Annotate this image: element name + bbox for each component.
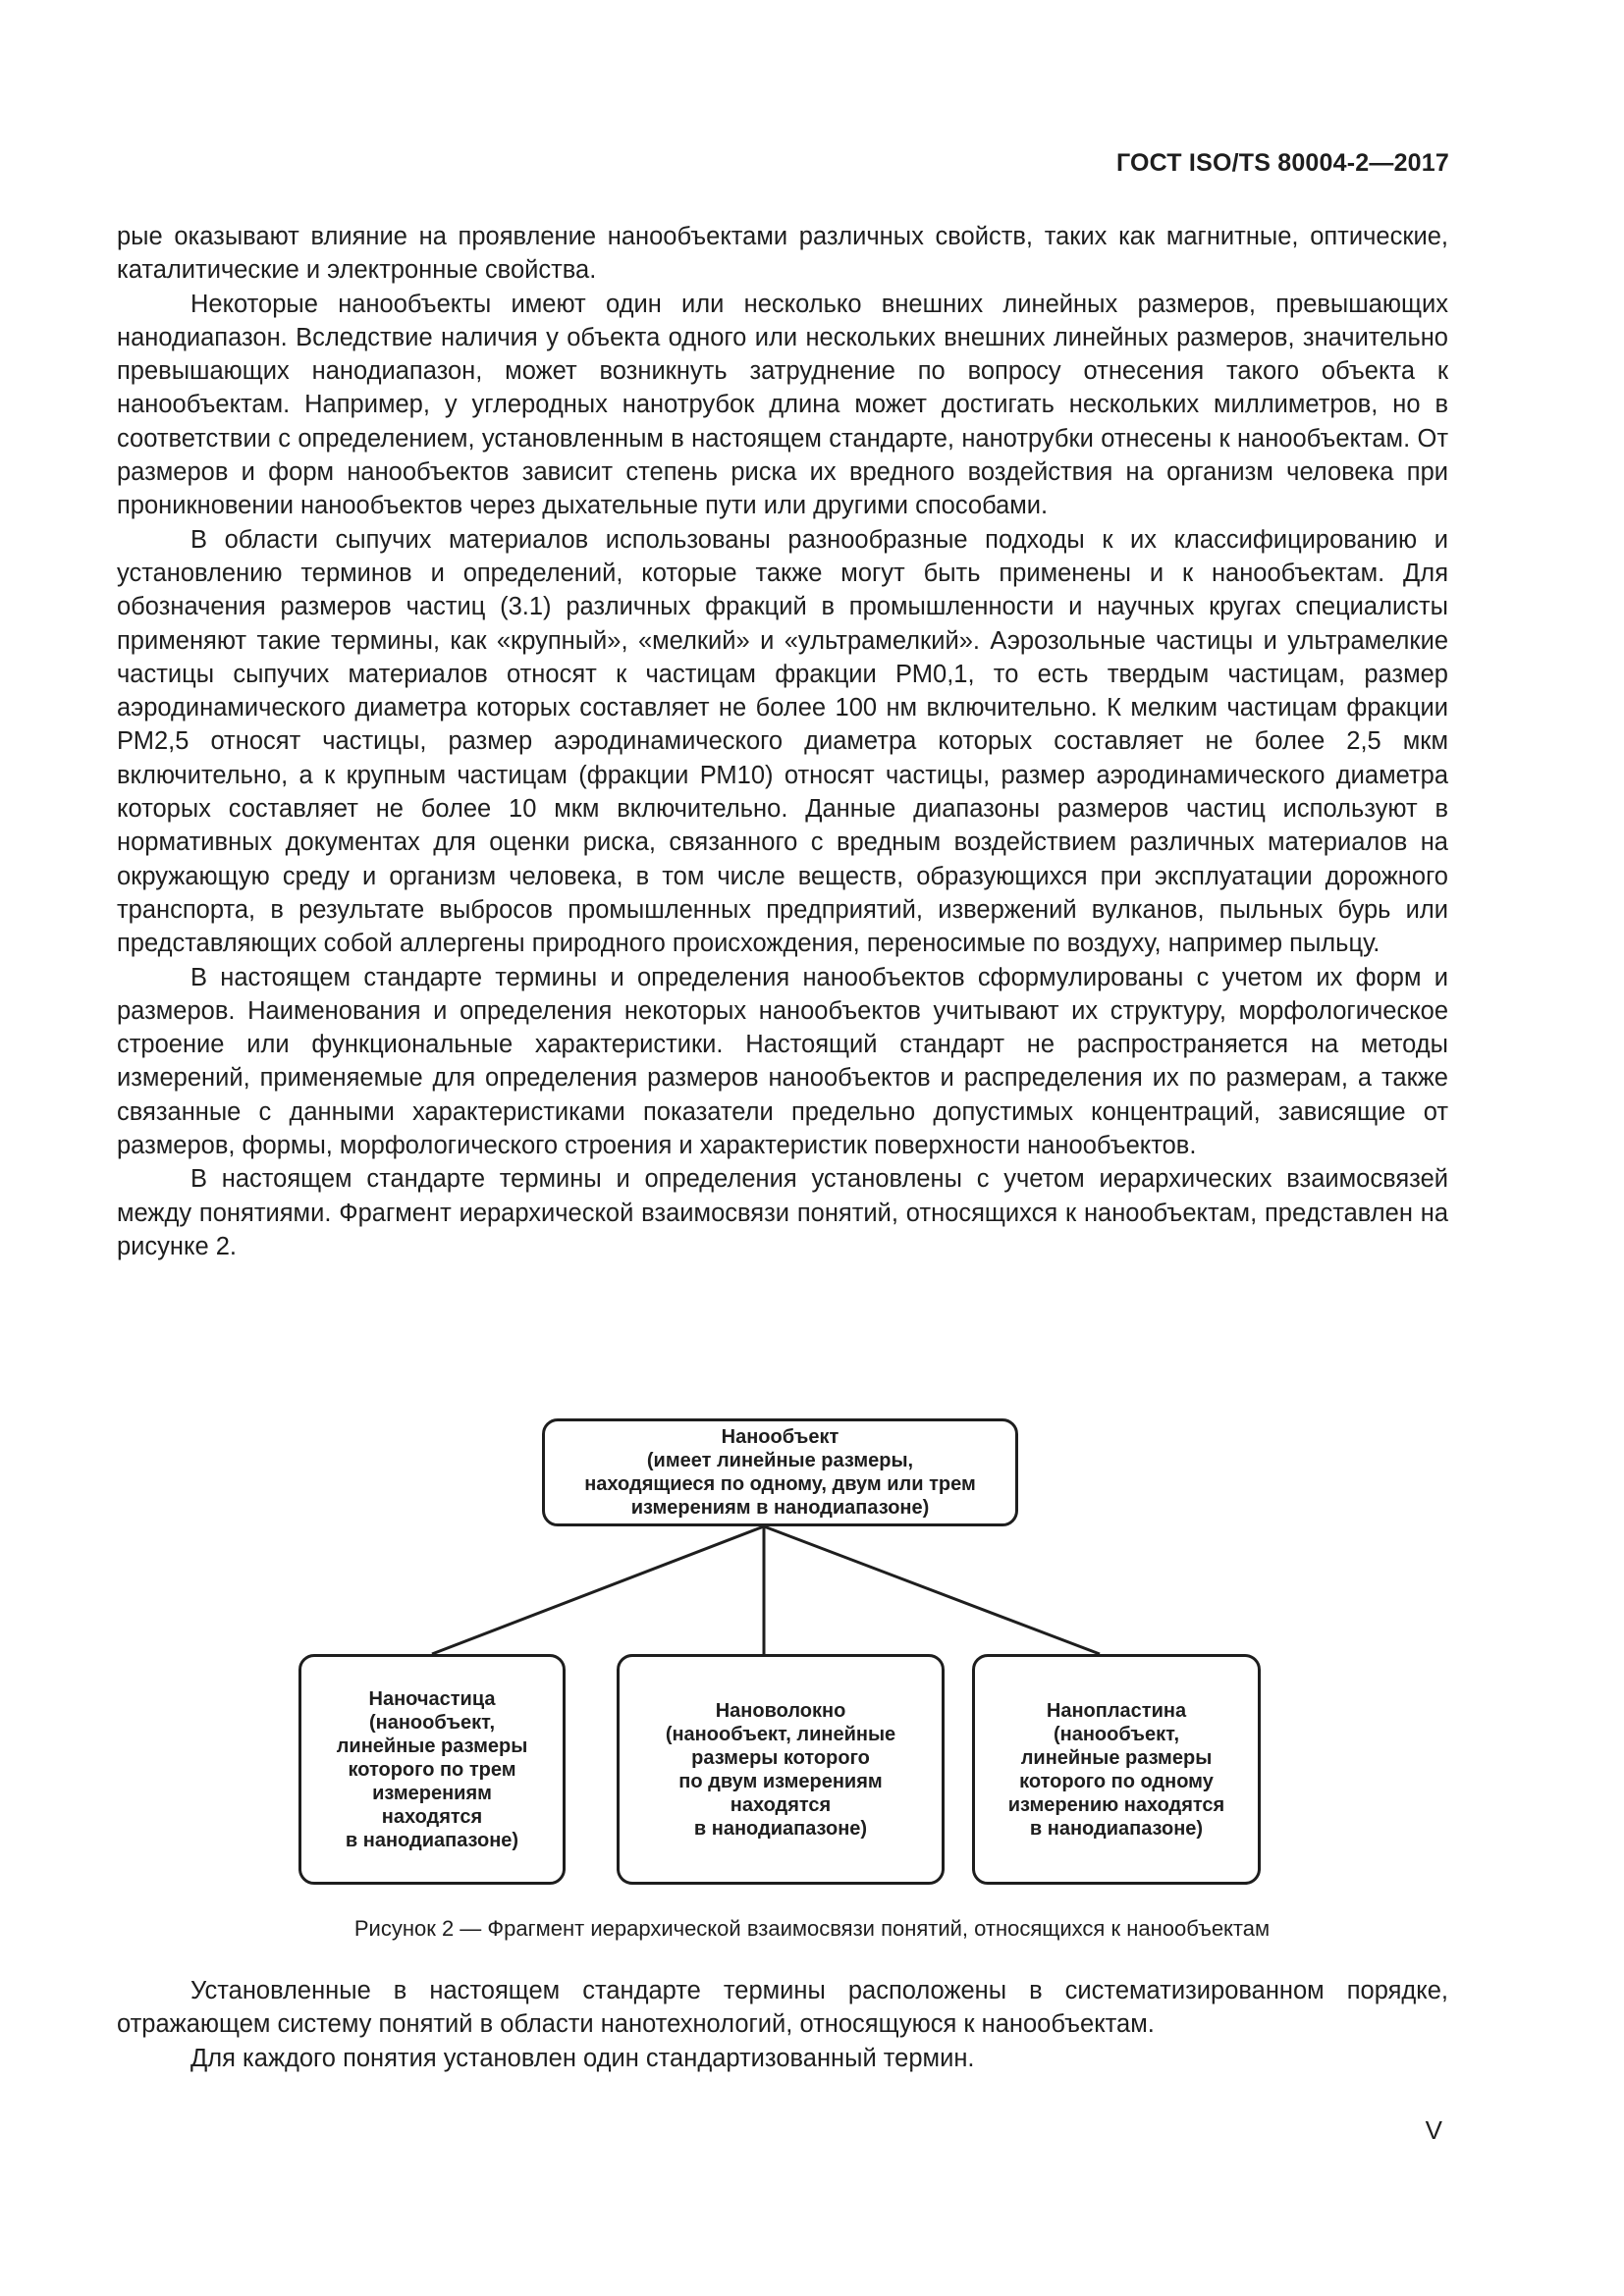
connector-right — [764, 1526, 1100, 1654]
child-node-line: измерениям — [372, 1782, 492, 1804]
child-node-line: размеры которого — [691, 1746, 870, 1769]
child-node-line: (нанообъект, линейные — [665, 1723, 896, 1745]
page-number: V — [1425, 2115, 1442, 2145]
root-node-line: измерениям в нанодиапазоне) — [630, 1497, 930, 1519]
child-node-line: по двум измерениям — [678, 1770, 883, 1792]
hierarchy-diagram — [295, 1418, 1267, 1888]
main-text — [117, 220, 1448, 1263]
figure-caption: Рисунок 2 — Фрагмент иерархической взаимосвязи понятий, относящихся к нанообъектам — [353, 1916, 1271, 1941]
child-node-line: которого по одному — [1019, 1770, 1214, 1792]
paragraph: В настоящем стандарте термины и определения установлены с учетом иерархических взаимосвязей между понятиями. Фрагмент иерархической взаимосвязи понятий, относящихся к нанообъектам, представлен на рисунке 2. — [117, 1165, 1448, 1260]
child-node-line: находятся — [730, 1793, 832, 1816]
child-node-nanofiber — [617, 1654, 945, 1885]
paragraph: Установленные в настоящем стандарте термины расположены в систематизированном порядке, отражающем систему понятий в области нанотехнологий, относящуюся к нанообъектам. — [117, 1977, 1448, 2039]
child-node-line: в нанодиапазоне) — [1029, 1817, 1204, 1840]
closing-text — [117, 1974, 1448, 2075]
child-node-nanoparticle — [298, 1654, 566, 1885]
root-node-box — [542, 1418, 1018, 1526]
paragraph: Некоторые нанообъекты имеют один или несколько внешних линейных размеров, превышающих нанодиапазон. Вследствие наличия у объекта одного или нескольких внешних линейных размеров, значительно превышающих нанодиапазон, может возникнуть затруднение по вопросу отнесения такого объекта к нанообъектам. Например, у углеродных нанотрубок длина может достигать нескольких миллиметров, но в соответствии с определением, установленным в настоящем стандарте, нанотрубки отнесены к нанообъектам. От размеров и форм нанообъектов зависит степень риска их вредного воздействия на организм человека при проникновении нанообъектов через дыхательные пути или другими способами. — [117, 290, 1448, 520]
child-node-title: Нанопластина — [1046, 1699, 1187, 1722]
child-node-nanoplate — [972, 1654, 1261, 1885]
paragraph: В настоящем стандарте термины и определения нанообъектов сформулированы с учетом их форм и размеров. Наименования и определения некоторых нанообъектов учитывают их структуру, морфологическое строение или функциональные характеристики. Настоящий стандарт не распространяется на методы измерений, применяемые для определения размеров нанообъектов и распределения их по размерам, а также связанные с данными характеристиками показатели предельно допустимых концентраций, зависящие от размеров, формы, морфологического строения и характеристик поверхности нанообъектов. — [117, 963, 1448, 1160]
paragraph: Для каждого понятия установлен один стандартизованный термин. — [190, 2044, 975, 2072]
paragraph: В области сыпучих материалов использованы разнообразные подходы к их классифицированию и установлению терминов и определений, которые также могут быть применены и к нанообъектам. Для обозначения размеров частиц (3.1) различных фракций в промышленности и научных кругах специалисты применяют такие термины, как «крупный», «мелкий» и «ультрамелкий». Аэрозольные частицы и ультрамелкие частицы сыпучих материалов относят к частицам фракции РМ0,1, то есть твердым частицам, размер аэродинамического диаметра которых составляет не более 100 нм включительно. К мелким частицам фракции РМ2,5 относят частицы, размер аэродинамического диаметра которых составляет не более 2,5 мкм включительно, а к крупным частицам (фракции РМ10) относят частицы, размер аэродинамического диаметра которых составляет не более 10 мкм включительно. Данные диапазоны размеров частиц используют в нормативных документах для оценки риска, связанного с вредным воздействием различных материалов на окружающую среду и организм человека, в том числе веществ, образующихся при эксплуатации дорожного транспорта, в результате выбросов промышленных предприятий, извержений вулканов, пыльных бурь или представляющих собой аллергены природного происхождения, переносимые по воздуху, например пыльцу. — [117, 525, 1448, 958]
child-node-line: в нанодиапазоне) — [345, 1829, 519, 1851]
root-node-line: (имеет линейные размеры, — [646, 1450, 914, 1471]
child-node-line: линейные размеры — [336, 1735, 528, 1757]
child-node-line: (нанообъект, — [368, 1711, 496, 1734]
child-node-line: которого по трем — [348, 1758, 516, 1781]
child-node-title: Нановолокно — [715, 1699, 846, 1722]
connector-left — [432, 1526, 764, 1654]
document-code-header: ГОСТ ISO/TS 80004-2—2017 — [1115, 149, 1449, 177]
child-node-line: измерению находятся — [1007, 1793, 1225, 1816]
child-node-line: находятся — [381, 1805, 483, 1828]
paragraph-continuation: рые оказывают влияние на проявление нанообъектами различных свойств, таких как магнитные, оптические, каталитические и электронные свойства. — [117, 223, 1448, 285]
root-node-line: находящиеся по одному, двум или трем — [584, 1473, 976, 1495]
child-node-line: линейные размеры — [1020, 1746, 1213, 1769]
root-node-title: Нанообъект — [721, 1426, 839, 1448]
child-node-line: (нанообъект, — [1053, 1723, 1179, 1745]
child-node-line: в нанодиапазоне) — [693, 1817, 868, 1840]
child-node-title: Наночастица — [368, 1687, 496, 1710]
